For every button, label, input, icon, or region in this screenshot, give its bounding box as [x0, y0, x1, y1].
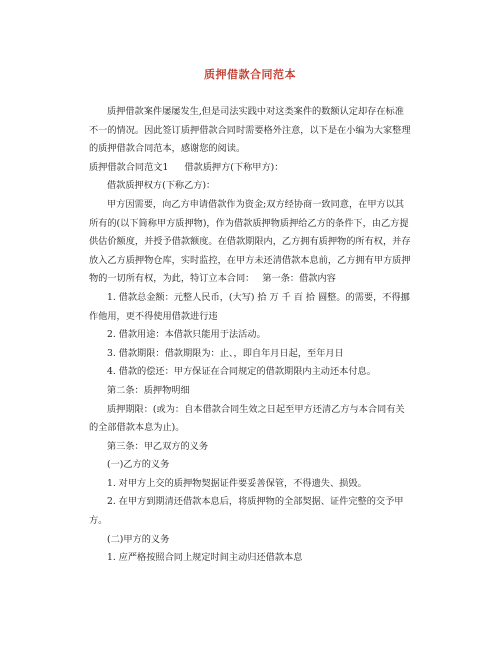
pledgor-line: 借款质押方(下称甲方)： [184, 161, 284, 173]
contract-line [89, 159, 411, 178]
clause-1-4: 4. 借款的偿还：甲方保证在合同规定的借款期限内主动还本付息。 [107, 366, 376, 378]
party-b-duty-1: 1. 对甲方上交的质押物契据证件要妥善保管，不得遗失、损毁。 [107, 477, 367, 489]
document-title: 质押借款合同范本 [204, 68, 296, 81]
contract-heading: 质押借款合同范文1 [89, 161, 169, 173]
party-b-duties-heading: (一)乙方的义务 [107, 459, 170, 471]
party-a-duty-1: 1. 应严格按照合同上规定时间主动归还借款本息 [107, 552, 303, 564]
preamble-text: 甲方因需要，向乙方申请借款作为资金;双方经协商一致同意，在甲方以其所有的(以下简称甲方质押物)，作为借款质押物质押给乙方的条件下，由乙方提供估价额度，并授予借款额度。在借款期限内，乙方拥有质押物的所有权，并存放入乙方质押物仓库，实时监控，在甲方未还清借款本息前，乙方拥有甲方质押物的一切所有权，为此，特订立本合同： [89, 198, 411, 285]
clause-1-1: 1. 借款总金额：元整人民币，(大写) 拾 万 千 百 拾 圆整。的需要，不得挪作他用，更不得使用借款进行违 [89, 291, 410, 322]
article-1-heading: 第一条：借款内容 [262, 273, 336, 285]
party-b-duty-2: 2. 在甲方到期清还借款本息后，将质押物的全部契据、证件完整的交予甲方。 [89, 496, 404, 527]
clause-1-2: 2. 借款用途：本借款只能用于法活动。 [107, 329, 266, 341]
document-body [89, 103, 411, 568]
pledge-term-paragraph: 质押期限：(或为：自本借款合同生效之日起至甲方还清乙方与本合同有关的全部借款本息为止)。 [89, 403, 405, 434]
clause-1-3: 3. 借款期限：借款期限为：止、，即自年月日起，至年月日 [107, 347, 344, 359]
pledgee-line: 借款质押权方(下称乙方)： [107, 180, 216, 192]
article-3-heading: 第三条：甲乙双方的义务 [107, 440, 209, 452]
preamble-paragraph [89, 196, 411, 289]
intro-paragraph: 质押借款案件屡屡发生,但是司法实践中对这类案件的数额认定却存在标准不一的情况。因此签订质押借款合同时需要格外注意，以下是在小编为大家整理的质押借款合同范本，感谢您的阅读。 [89, 106, 411, 155]
article-2-heading: 第二条：质押物明细 [107, 384, 190, 396]
party-a-duties-heading: (二)甲方的义务 [107, 533, 170, 545]
